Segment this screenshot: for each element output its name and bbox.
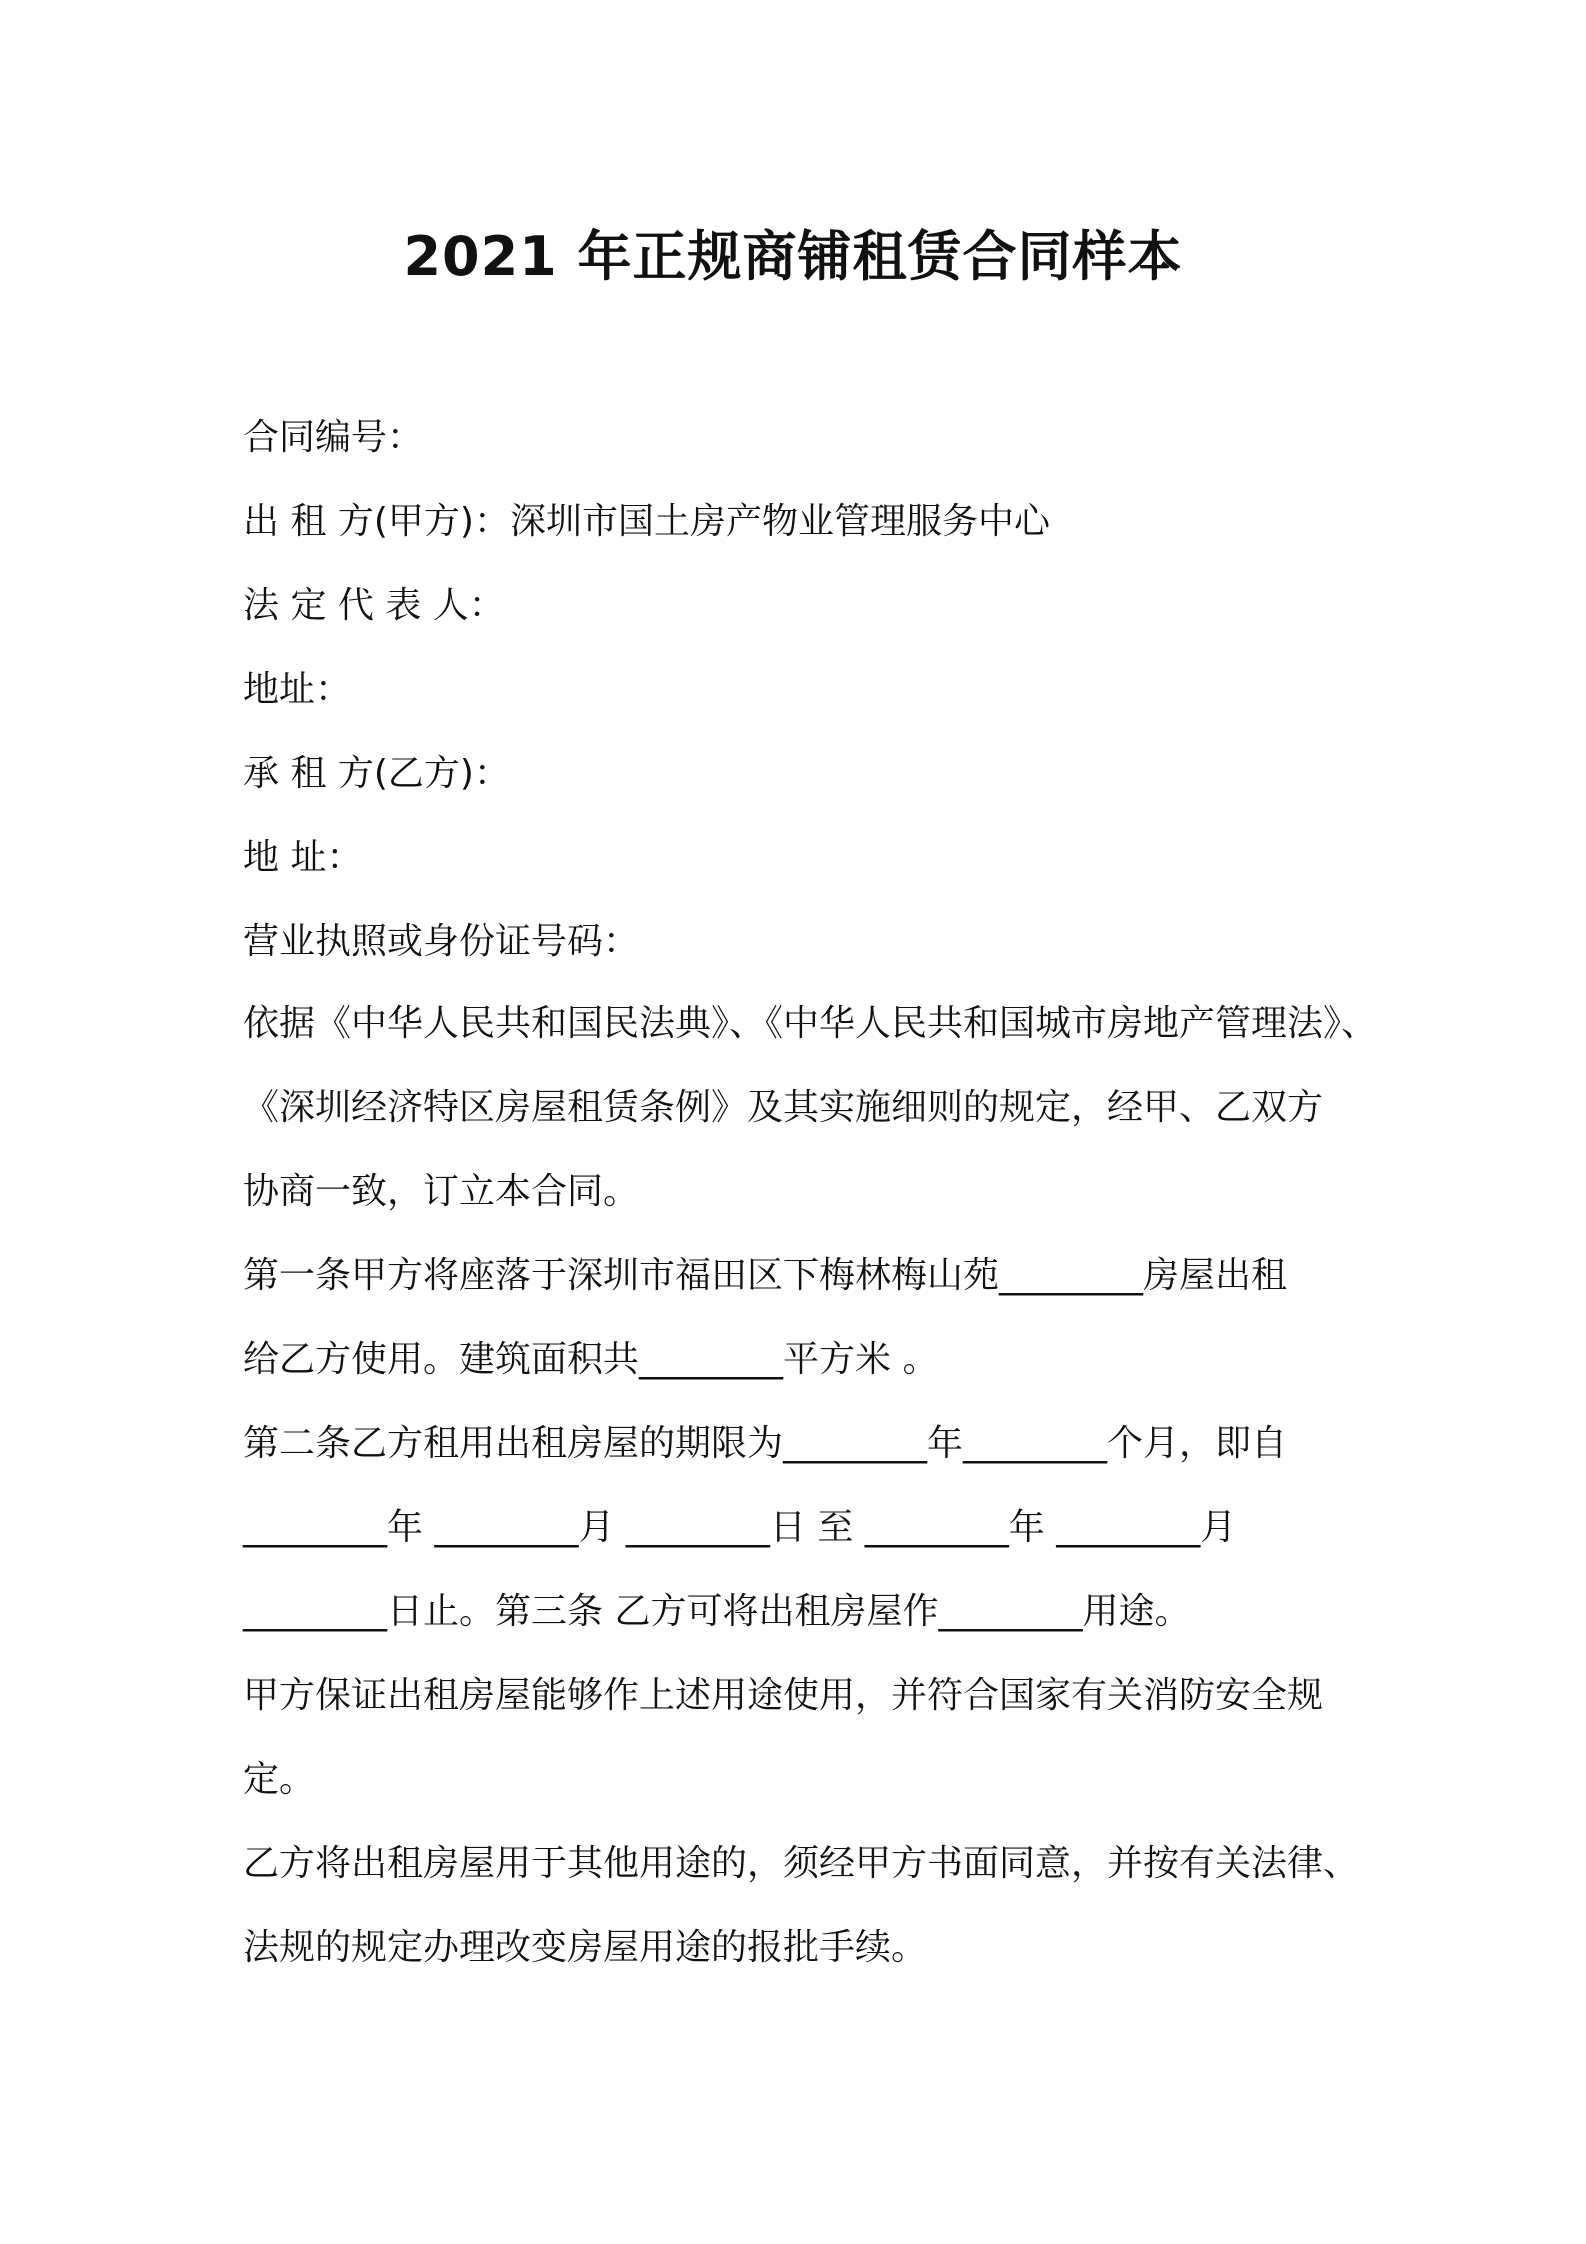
article-two-line-3: ________日止。第三条 乙方可将出租房屋作________用途。 (243, 1591, 1191, 1632)
legal-basis-line-3: 协商一致，订立本合同。 (243, 1171, 640, 1212)
legal-representative-line: 法 定 代 表 人： (243, 585, 505, 626)
article-one-line-1: 第一条甲方将座落于深圳市福田区下梅林梅山苑________房屋出租 (243, 1255, 1288, 1296)
article-two-line-2: ________年 ________月 ________日 至 ________年 ________月 (243, 1507, 1237, 1548)
lessee-line: 承 租 方(乙方)： (243, 753, 510, 794)
document-title: 2021 年正规商铺租赁合同样本 (403, 225, 1183, 288)
article-one-line-2: 给乙方使用。建筑面积共________平方米 。 (243, 1339, 939, 1380)
other-use-line-2: 法规的规定办理改变房屋用途的报批手续。 (243, 1927, 928, 1968)
other-use-line-1: 乙方将出租房屋用于其他用途的，须经甲方书面同意，并按有关法律、 (243, 1843, 1360, 1884)
article-two-line-1: 第二条乙方租用出租房屋的期限为________年________个月，即自 (243, 1423, 1288, 1464)
legal-basis-line-1: 依据《中华人民共和国民法典》、《中华人民共和国城市房地产管理法》、 (243, 1003, 1378, 1044)
legal-basis-line-2: 《深圳经济特区房屋租赁条例》及其实施细则的规定，经甲、乙双方 (243, 1087, 1324, 1128)
purpose-guarantee-line-1: 甲方保证出租房屋能够作上述用途使用，并符合国家有关消防安全规 (243, 1675, 1324, 1716)
purpose-guarantee-line-2: 定。 (243, 1759, 316, 1800)
license-id-line: 营业执照或身份证号码： (243, 921, 640, 962)
lessor-line: 出 租 方(甲方)：深圳市国土房产物业管理服务中心 (243, 501, 1050, 542)
lessor-address-line: 地址： (243, 669, 352, 710)
contract-number-line: 合同编号： (243, 417, 424, 458)
lessee-address-line: 地 址： (243, 837, 363, 878)
